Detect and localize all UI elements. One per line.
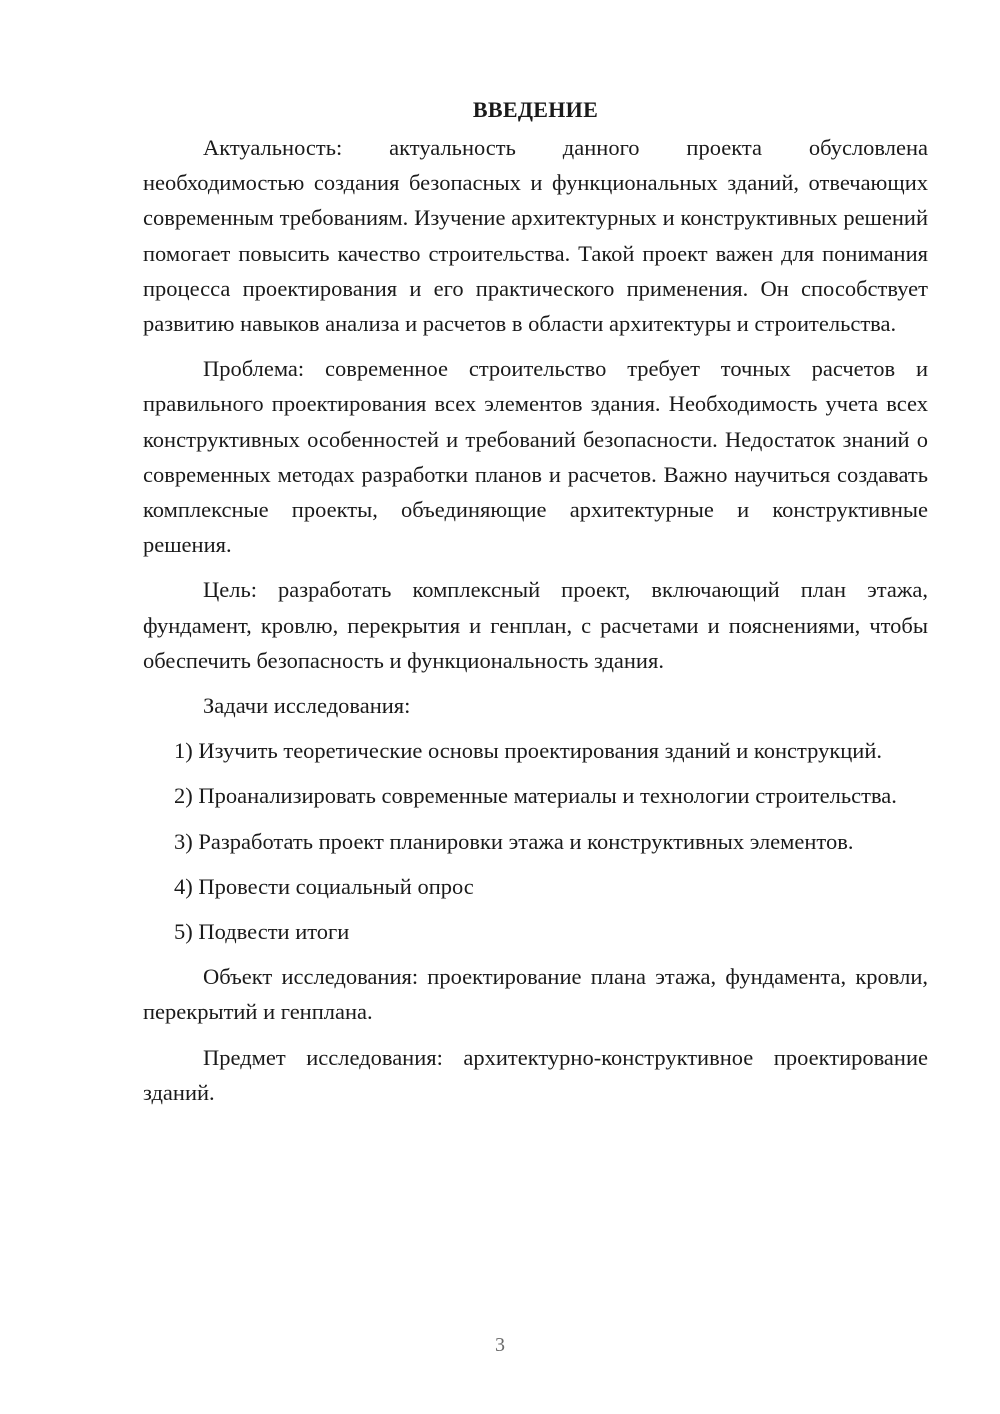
task-item-1: 1) Изучить теоретические основы проектирования зданий и конструкций. <box>174 738 882 764</box>
task-item-5: 5) Подвести итоги <box>174 919 350 945</box>
document-page <box>143 92 928 1120</box>
page-number: 3 <box>495 1334 505 1356</box>
tasks-heading: Задачи исследования: <box>203 693 411 719</box>
section-title: ВВЕДЕНИЕ <box>472 97 599 122</box>
paragraph-relevance: Актуальность: актуальность данного проекта обусловлена необходимостью создания безопасных и функциональных зданий, отвечающих современным требованиям. Изучение архитектурных и конструктивных решений помогает повысить качество строительства. Такой проект важен для понимания процесса проектирования и его практического применения. Он способствует развитию навыков анализа и расчетов в области архитектуры и строительства. <box>143 135 928 337</box>
task-item-3: 3) Разработать проект планировки этажа и конструктивных элементов. <box>174 828 854 854</box>
task-item-4: 4) Провести социальный опрос <box>174 873 474 899</box>
paragraph-goal: Цель: разработать комплексный проект, включающий план этажа, фундамент, кровлю, перекрытия и генплан, с расчетами и пояснениями, чтобы обеспечить безопасность и функциональность здания. <box>143 577 928 673</box>
paragraph-subject: Предмет исследования: архитектурно-конструктивное проектирование зданий. <box>143 1044 928 1105</box>
task-item-2: 2) Проанализировать современные материалы и технологии строительства. <box>174 783 897 809</box>
paragraph-object: Объект исследования: проектирование плана этажа, фундамента, кровли, перекрытий и генплана. <box>143 964 928 1025</box>
paragraph-problem: Проблема: современное строительство требует точных расчетов и правильного проектирования всех элементов здания. Необходимость учета всех конструктивных особенностей и требований безопасности. Недостаток знаний о современных методах разработки планов и расчетов. Важно научиться создавать комплексные проекты, объединяющие архитектурные и конструктивные решения. <box>143 356 928 558</box>
